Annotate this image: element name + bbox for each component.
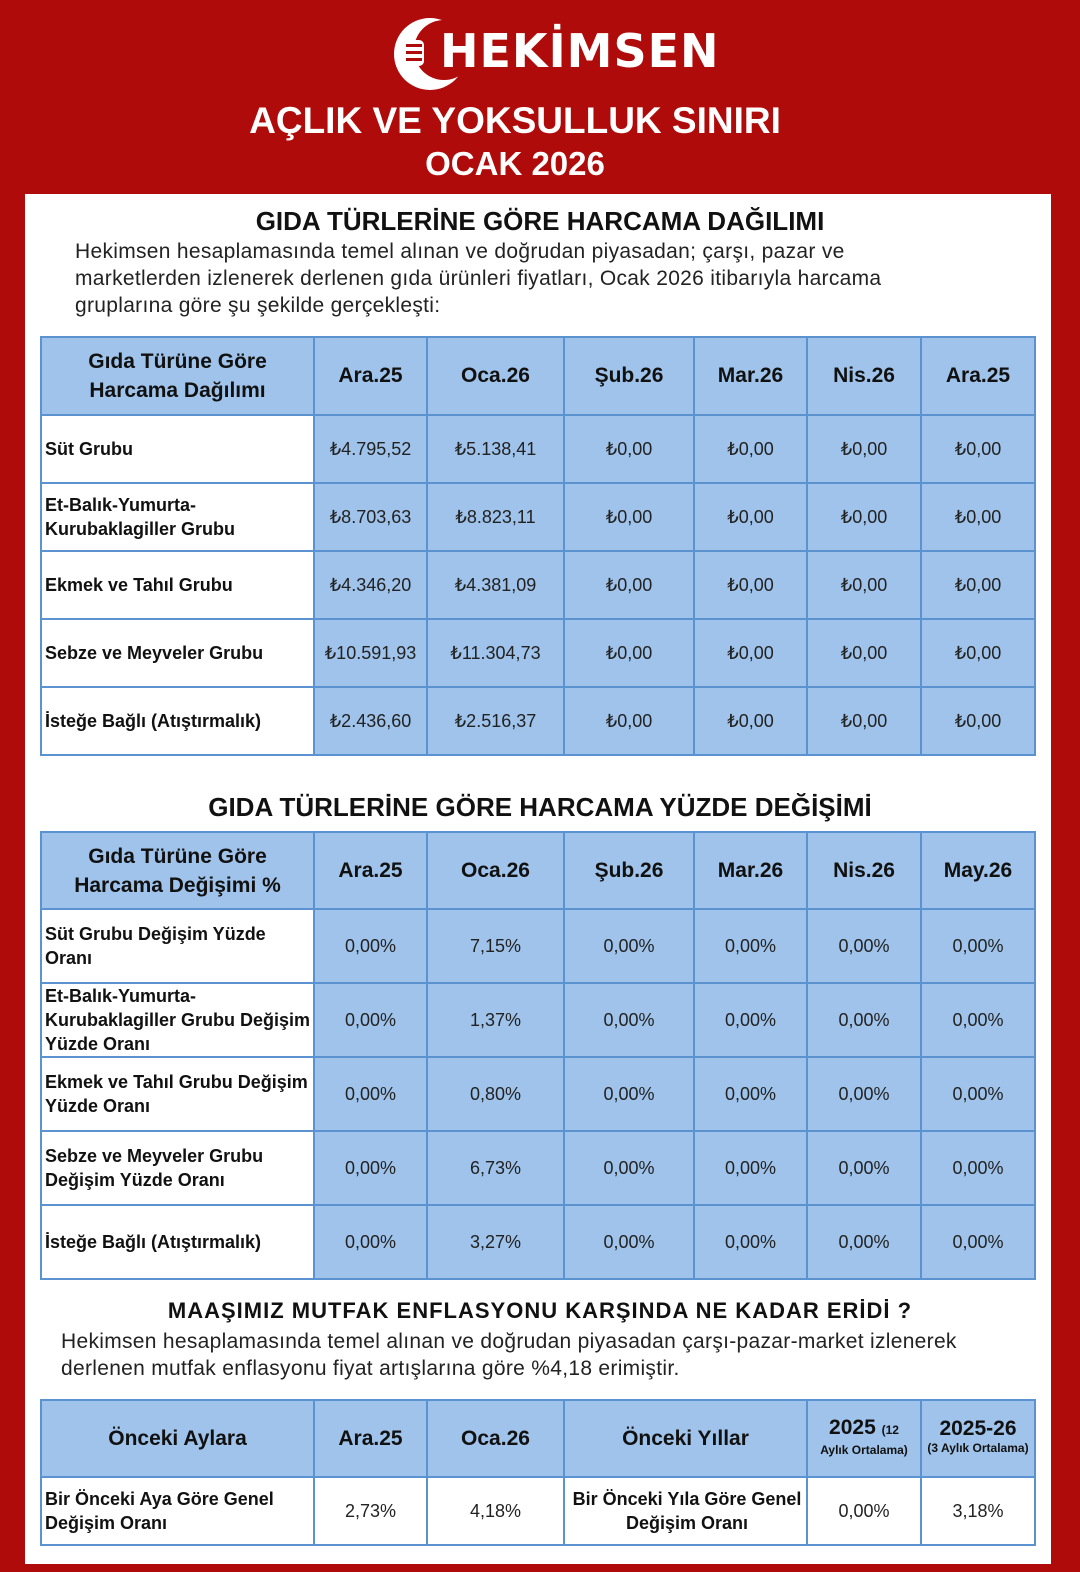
- table-cell: 0,00%: [564, 1205, 694, 1279]
- table-cell: ₺0,00: [807, 619, 921, 687]
- table-cell: ₺0,00: [921, 687, 1035, 755]
- table-row: [41, 1205, 1035, 1279]
- table-cell: 0,00%: [314, 1205, 427, 1279]
- brand-name: HEKİMSEN: [440, 24, 720, 78]
- table-cell: 3,18%: [921, 1477, 1035, 1545]
- row-label: Sebze ve Meyveler Grubu Değişim Yüzde Oranı: [41, 1131, 314, 1205]
- row-label: İsteğe Bağlı (Atıştırmalık): [41, 687, 314, 755]
- section-title-change: GIDA TÜRLERİNE GÖRE HARCAMA YÜZDE DEĞİŞİMİ: [208, 792, 872, 822]
- column-header: Gıda Türüne Göre Harcama Dağılımı: [41, 337, 314, 415]
- table-cell: 0,00%: [807, 1205, 921, 1279]
- table-cell: 0,00%: [314, 1057, 427, 1131]
- column-header: Oca.26: [427, 832, 564, 909]
- table-cell: ₺0,00: [921, 551, 1035, 619]
- row-label: Et-Balık-Yumurta-Kurubaklagiller Grubu Değişim Yüzde Oranı: [41, 983, 314, 1057]
- table-row: [41, 983, 1035, 1057]
- table-cell: 0,00%: [807, 909, 921, 983]
- table-cell: 0,00%: [694, 909, 807, 983]
- section-intro-spending: Hekimsen hesaplamasında temel alınan ve doğrudan piyasadan; çarşı, pazar ve marketlerden izlenerek derlenen gıda ürünleri fiyatları, Ocak 2026 itibarıyla harcama gruplarına göre şu şekilde gerçekleşti:: [75, 240, 882, 317]
- section-title-spending: GIDA TÜRLERİNE GÖRE HARCAMA DAĞILIMI: [255, 206, 825, 236]
- table-cell: ₺10.591,93: [314, 619, 427, 687]
- table-cell: 0,00%: [921, 983, 1035, 1057]
- table-cell: ₺8.703,63: [314, 483, 427, 551]
- table-cell: 1,37%: [427, 983, 564, 1057]
- column-header: Ara.25: [314, 1400, 427, 1477]
- table-header-row: [41, 1400, 1035, 1477]
- table-cell: 0,00%: [564, 1131, 694, 1205]
- year-note: Aylık Ortalama): [820, 1442, 908, 1457]
- table-cell: ₺0,00: [564, 483, 694, 551]
- column-header: Önceki Yıllar: [564, 1400, 807, 1477]
- column-header: Ara.25: [314, 832, 427, 909]
- table-cell: 0,00%: [921, 1205, 1035, 1279]
- table-cell: 2,73%: [314, 1477, 427, 1545]
- table-cell: 0,00%: [807, 1131, 921, 1205]
- year-label: 2025: [829, 1415, 876, 1439]
- column-header-2025-26: [921, 1400, 1035, 1477]
- column-header: Önceki Aylara: [41, 1400, 314, 1477]
- table-cell: 0,80%: [427, 1057, 564, 1131]
- table-header-row: [41, 832, 1035, 909]
- table-cell: ₺0,00: [564, 415, 694, 483]
- row-label: İsteğe Bağlı (Atıştırmalık): [41, 1205, 314, 1279]
- table-cell: 0,00%: [694, 1057, 807, 1131]
- table-header-row: [41, 337, 1035, 415]
- section-intro-erosion: Hekimsen hesaplamasında temel alınan ve doğrudan piyasadan çarşı-pazar-market izlenerek derlenen mutfak enflasyonu fiyat artışlarına göre %4,18 erimiştir.: [61, 1330, 957, 1380]
- table-cell: 0,00%: [694, 1131, 807, 1205]
- table-row: [41, 1477, 1035, 1545]
- column-header: Şub.26: [564, 337, 694, 415]
- table-cell: ₺0,00: [694, 687, 807, 755]
- table-cell: ₺0,00: [921, 619, 1035, 687]
- table-cell: 0,00%: [314, 983, 427, 1057]
- page-header: [0, 0, 1080, 192]
- table-cell: ₺0,00: [694, 483, 807, 551]
- table-cell: ₺0,00: [694, 415, 807, 483]
- table-cell: 0,00%: [694, 983, 807, 1057]
- change-table: [40, 831, 1036, 1280]
- table-row: [41, 1057, 1035, 1131]
- year-note: (3 Aylık Ortalama): [927, 1441, 1029, 1455]
- table-row: [41, 415, 1035, 483]
- table-cell: 4,18%: [427, 1477, 564, 1545]
- table-cell: 3,27%: [427, 1205, 564, 1279]
- table-cell: 0,00%: [694, 1205, 807, 1279]
- table-cell: ₺0,00: [694, 619, 807, 687]
- content-panel: [25, 194, 1051, 1564]
- table-cell: 6,73%: [427, 1131, 564, 1205]
- row-label: Sebze ve Meyveler Grubu: [41, 619, 314, 687]
- section-title-erosion: MAAŞIMIZ MUTFAK ENFLASYONU KARŞINDA NE KADAR ERİDİ ?: [167, 1298, 913, 1323]
- table-cell: ₺0,00: [694, 551, 807, 619]
- row-label: Bir Önceki Aya Göre Genel Değişim Oranı: [41, 1477, 314, 1545]
- column-header-2025: [807, 1400, 921, 1477]
- table-row: [41, 551, 1035, 619]
- row-label: Süt Grubu Değişim Yüzde Oranı: [41, 909, 314, 983]
- table-cell: ₺0,00: [807, 483, 921, 551]
- table-row: [41, 909, 1035, 983]
- column-header: Ara.25: [921, 337, 1035, 415]
- column-header: Mar.26: [694, 337, 807, 415]
- row-label: Ekmek ve Tahıl Grubu Değişim Yüzde Oranı: [41, 1057, 314, 1131]
- row-label: Süt Grubu: [41, 415, 314, 483]
- column-header: Mar.26: [694, 832, 807, 909]
- table-cell: ₺8.823,11: [427, 483, 564, 551]
- table-cell: 0,00%: [921, 909, 1035, 983]
- column-header: Oca.26: [427, 1400, 564, 1477]
- table-cell: ₺0,00: [921, 415, 1035, 483]
- spending-table: [40, 336, 1036, 756]
- table-cell: ₺11.304,73: [427, 619, 564, 687]
- page-title: AÇLIK VE YOKSULLUK SINIRI: [249, 100, 781, 141]
- table-cell: ₺0,00: [807, 687, 921, 755]
- table-cell: 0,00%: [564, 983, 694, 1057]
- column-header: Oca.26: [427, 337, 564, 415]
- table-cell: ₺4.346,20: [314, 551, 427, 619]
- table-cell: ₺0,00: [921, 483, 1035, 551]
- row-label: Et-Balık-Yumurta-Kurubaklagiller Grubu: [41, 483, 314, 551]
- table-cell: ₺0,00: [807, 415, 921, 483]
- row-label: Ekmek ve Tahıl Grubu: [41, 551, 314, 619]
- column-header: Nis.26: [807, 832, 921, 909]
- erosion-table: [40, 1399, 1036, 1546]
- table-cell: ₺4.381,09: [427, 551, 564, 619]
- table-cell: 7,15%: [427, 909, 564, 983]
- table-row: [41, 483, 1035, 551]
- table-row: [41, 687, 1035, 755]
- year-note: (12: [881, 1422, 899, 1437]
- table-cell: 0,00%: [314, 909, 427, 983]
- table-cell: 0,00%: [314, 1131, 427, 1205]
- table-cell: ₺0,00: [564, 687, 694, 755]
- table-row: [41, 619, 1035, 687]
- row-label: Bir Önceki Yıla Göre Genel Değişim Oranı: [564, 1477, 807, 1545]
- column-header: Gıda Türüne Göre Harcama Değişimi %: [41, 832, 314, 909]
- table-cell: 0,00%: [921, 1057, 1035, 1131]
- table-cell: 0,00%: [807, 1477, 921, 1545]
- table-cell: ₺5.138,41: [427, 415, 564, 483]
- table-cell: ₺2.516,37: [427, 687, 564, 755]
- column-header: May.26: [921, 832, 1035, 909]
- table-cell: ₺2.436,60: [314, 687, 427, 755]
- column-header: Şub.26: [564, 832, 694, 909]
- table-cell: 0,00%: [807, 983, 921, 1057]
- column-header: Ara.25: [314, 337, 427, 415]
- table-cell: 0,00%: [564, 909, 694, 983]
- table-cell: 0,00%: [921, 1131, 1035, 1205]
- table-cell: ₺4.795,52: [314, 415, 427, 483]
- column-header: Nis.26: [807, 337, 921, 415]
- table-cell: 0,00%: [564, 1057, 694, 1131]
- year-label: 2025-26: [939, 1417, 1017, 1440]
- table-cell: ₺0,00: [564, 551, 694, 619]
- table-row: [41, 1131, 1035, 1205]
- table-cell: 0,00%: [807, 1057, 921, 1131]
- page-subtitle: OCAK 2026: [425, 145, 605, 182]
- table-cell: ₺0,00: [807, 551, 921, 619]
- table-cell: ₺0,00: [564, 619, 694, 687]
